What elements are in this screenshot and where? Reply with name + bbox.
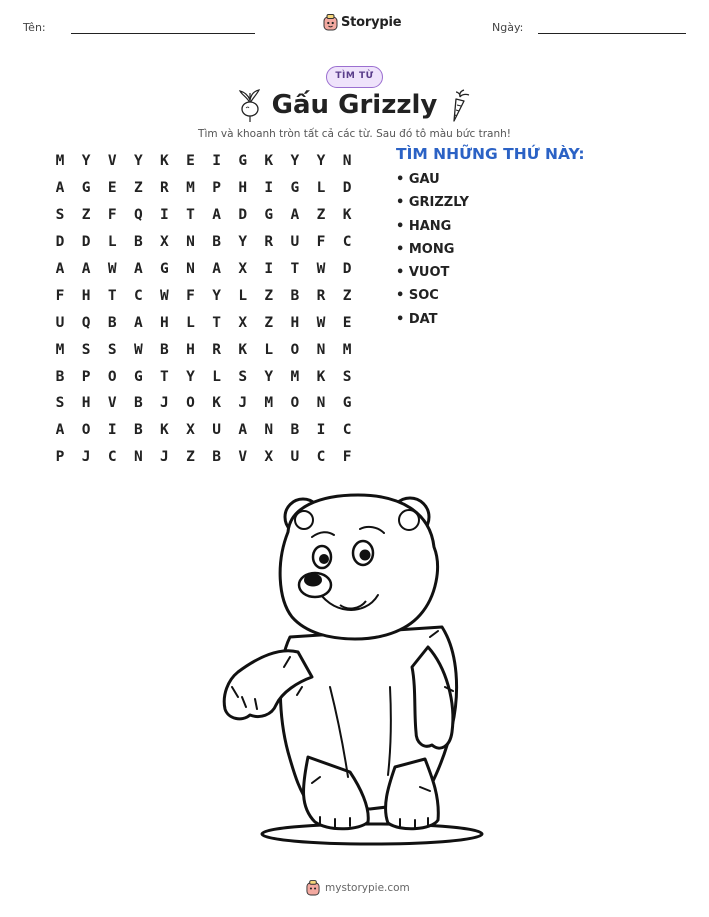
storypie-logo-icon: [323, 14, 338, 31]
grid-row: [47, 336, 360, 363]
grid-letter[interactable]: W: [133, 341, 143, 358]
grid-letter[interactable]: Y: [238, 234, 248, 251]
grid-letter[interactable]: T: [290, 261, 300, 277]
grid-row: [47, 363, 360, 390]
grid-letter[interactable]: X: [186, 422, 195, 439]
grid-letter[interactable]: Z: [186, 449, 195, 466]
grid-letter[interactable]: L: [316, 180, 326, 197]
grid-letter[interactable]: G: [342, 395, 352, 412]
grid-letter[interactable]: L: [264, 341, 274, 358]
grid-letter[interactable]: U: [55, 314, 65, 331]
grid-letter[interactable]: N: [133, 449, 143, 466]
grid-letter[interactable]: Y: [264, 368, 274, 385]
grid-row: [47, 229, 360, 256]
grid-letter[interactable]: Z: [342, 287, 352, 304]
grid-letter[interactable]: I: [212, 153, 221, 170]
grid-letter[interactable]: X: [160, 234, 169, 251]
grid-letter[interactable]: L: [107, 234, 117, 251]
grid-letter[interactable]: H: [238, 180, 248, 197]
grid-letter[interactable]: I: [107, 422, 117, 439]
grid-letter[interactable]: C: [342, 422, 352, 439]
grid-letter[interactable]: U: [290, 449, 300, 466]
grid-letter[interactable]: Z: [133, 180, 143, 197]
grid-letter[interactable]: F: [107, 207, 117, 224]
grid-letter[interactable]: N: [342, 153, 352, 170]
worksheet-type-badge: TÌM TỪ: [326, 66, 383, 88]
grid-letter[interactable]: H: [290, 314, 300, 331]
grid-letter[interactable]: B: [55, 368, 65, 385]
grid-letter[interactable]: V: [107, 153, 117, 170]
grid-letter[interactable]: D: [55, 234, 65, 251]
word-list: [396, 171, 469, 334]
grid-letter[interactable]: P: [81, 368, 91, 385]
footer-url[interactable]: mystorypie.com: [325, 882, 410, 894]
grid-row: [47, 309, 360, 336]
grid-letter[interactable]: D: [238, 207, 248, 224]
grid-letter[interactable]: T: [107, 287, 117, 304]
grid-letter[interactable]: W: [160, 287, 169, 304]
grid-letter[interactable]: T: [212, 314, 221, 331]
grid-letter[interactable]: G: [238, 153, 248, 170]
grid-letter[interactable]: G: [160, 261, 169, 277]
grid-letter[interactable]: P: [212, 180, 221, 197]
grid-letter[interactable]: Z: [81, 207, 91, 224]
grid-letter[interactable]: P: [55, 449, 65, 466]
grid-letter[interactable]: F: [55, 287, 65, 304]
grid-letter[interactable]: K: [316, 368, 326, 385]
grid-letter[interactable]: O: [81, 422, 91, 439]
word-item: • SOC: [396, 288, 439, 304]
grid-letter[interactable]: S: [342, 368, 352, 385]
grid-letter[interactable]: M: [264, 395, 274, 412]
grid-letter[interactable]: J: [160, 395, 169, 412]
grid-letter[interactable]: R: [212, 341, 221, 358]
grid-letter[interactable]: M: [55, 153, 65, 170]
grid-letter[interactable]: X: [238, 314, 248, 331]
bear-illustration: [220, 487, 490, 852]
grid-letter[interactable]: A: [133, 314, 143, 331]
grid-letter[interactable]: T: [160, 368, 169, 385]
grid-letter[interactable]: E: [107, 180, 117, 197]
grid-letter[interactable]: N: [264, 422, 274, 439]
grid-letter[interactable]: F: [186, 287, 195, 304]
grid-letter[interactable]: J: [238, 395, 248, 412]
grid-letter[interactable]: A: [133, 261, 143, 277]
grid-letter[interactable]: F: [316, 234, 326, 251]
grid-letter[interactable]: L: [212, 368, 221, 385]
grid-letter[interactable]: X: [238, 261, 248, 277]
grid-letter[interactable]: M: [342, 341, 352, 358]
brand-logo: [323, 14, 401, 31]
grid-letter[interactable]: L: [186, 314, 195, 331]
grid-letter[interactable]: G: [133, 368, 143, 385]
word-item: • HANG: [396, 218, 452, 234]
footer-brand: [306, 880, 410, 896]
grid-letter[interactable]: C: [342, 234, 352, 251]
grid-letter[interactable]: R: [160, 180, 169, 197]
grid-letter[interactable]: S: [55, 395, 65, 412]
grid-letter[interactable]: Q: [133, 207, 143, 224]
grid-letter[interactable]: I: [160, 207, 169, 224]
grid-letter[interactable]: Y: [290, 153, 300, 170]
grid-letter[interactable]: B: [107, 314, 117, 331]
word-item: • GAU: [396, 172, 440, 187]
grid-letter[interactable]: E: [186, 153, 195, 170]
grid-letter[interactable]: Q: [81, 314, 91, 331]
grid-row: [47, 175, 360, 202]
grid-letter[interactable]: B: [133, 395, 143, 412]
grid-letter[interactable]: R: [316, 287, 326, 304]
grid-letter[interactable]: C: [133, 287, 143, 304]
page-title: Gấu Grizzly: [271, 90, 438, 120]
grid-letter[interactable]: Z: [316, 207, 326, 224]
grid-letter[interactable]: O: [290, 341, 300, 358]
grid-row: [47, 202, 360, 229]
grid-letter[interactable]: A: [238, 422, 248, 439]
grid-letter[interactable]: V: [238, 449, 248, 466]
grid-letter[interactable]: A: [55, 422, 65, 439]
grid-row: [47, 256, 360, 283]
grid-row: [47, 444, 360, 471]
word-list-title: TÌM NHỮNG THỨ NÀY:: [396, 145, 585, 163]
word-search-grid: [47, 148, 360, 471]
grid-letter[interactable]: M: [290, 368, 300, 385]
grid-letter[interactable]: B: [160, 341, 169, 358]
grid-letter[interactable]: U: [212, 422, 221, 439]
grid-letter[interactable]: H: [81, 395, 91, 412]
grid-letter[interactable]: H: [81, 287, 91, 304]
grid-letter[interactable]: G: [290, 180, 300, 197]
grid-letter[interactable]: S: [81, 341, 91, 358]
grid-letter[interactable]: V: [107, 395, 117, 412]
date-label: Ngày:: [492, 21, 524, 34]
grid-letter[interactable]: I: [264, 261, 274, 277]
grid-letter[interactable]: W: [316, 314, 326, 331]
grid-letter[interactable]: Y: [133, 153, 143, 170]
grid-letter[interactable]: B: [133, 422, 143, 439]
grid-letter[interactable]: A: [55, 180, 65, 197]
grid-letter[interactable]: J: [160, 449, 169, 466]
grid-letter[interactable]: F: [342, 449, 352, 466]
grid-letter[interactable]: H: [186, 341, 195, 358]
grid-letter[interactable]: B: [290, 287, 300, 304]
grid-letter[interactable]: S: [238, 368, 248, 385]
grid-letter[interactable]: B: [290, 422, 300, 439]
word-item: • MONG: [396, 241, 455, 257]
grid-letter[interactable]: M: [55, 341, 65, 358]
grid-letter[interactable]: N: [186, 261, 195, 277]
grid-letter[interactable]: K: [160, 422, 169, 439]
grid-letter[interactable]: S: [55, 207, 65, 224]
grid-letter[interactable]: D: [342, 261, 352, 277]
grid-letter[interactable]: H: [160, 314, 169, 331]
grid-letter[interactable]: K: [342, 207, 352, 224]
date-line[interactable]: [538, 33, 686, 34]
grid-letter[interactable]: M: [186, 180, 195, 197]
grid-letter[interactable]: B: [212, 449, 221, 466]
grid-letter[interactable]: K: [160, 153, 169, 170]
grid-letter[interactable]: K: [212, 395, 221, 412]
word-item: • DAT: [396, 311, 438, 327]
grid-letter[interactable]: G: [81, 180, 91, 197]
grid-letter[interactable]: W: [316, 261, 326, 277]
grid-letter[interactable]: I: [316, 422, 326, 439]
grid-row: [47, 282, 360, 309]
grid-letter[interactable]: Y: [186, 368, 195, 385]
grid-letter[interactable]: U: [290, 234, 300, 251]
grid-letter[interactable]: N: [316, 395, 326, 412]
grid-row: [47, 148, 360, 175]
grid-letter[interactable]: N: [316, 341, 326, 358]
word-item: • VUOT: [396, 265, 450, 281]
grid-letter[interactable]: A: [55, 261, 65, 277]
grid-letter[interactable]: L: [238, 287, 248, 304]
grid-letter[interactable]: A: [81, 261, 91, 277]
grid-letter[interactable]: Y: [316, 153, 326, 170]
carrot-icon: [446, 89, 472, 123]
grid-letter[interactable]: B: [212, 234, 221, 251]
grid-row: [47, 390, 360, 417]
name-line[interactable]: [71, 33, 255, 34]
grid-letter[interactable]: B: [133, 234, 143, 251]
storypie-logo-icon: [306, 880, 320, 896]
grid-letter[interactable]: R: [264, 234, 274, 251]
grid-letter[interactable]: A: [212, 207, 221, 224]
instructions: Tìm và khoanh tròn tất cả các từ. Sau đó tô màu bức tranh!: [198, 128, 511, 140]
grid-letter[interactable]: Z: [264, 314, 274, 331]
grid-letter[interactable]: T: [186, 207, 195, 224]
grid-letter[interactable]: A: [290, 207, 300, 224]
grid-letter[interactable]: D: [81, 234, 91, 251]
word-item: • GRIZZLY: [396, 195, 469, 211]
brand-name: Storypie: [341, 15, 402, 30]
grid-letter[interactable]: N: [186, 234, 195, 251]
grid-letter[interactable]: W: [107, 261, 117, 277]
grid-letter[interactable]: D: [342, 180, 352, 197]
grid-letter[interactable]: K: [238, 341, 248, 358]
grid-row: [47, 417, 360, 444]
grid-letter[interactable]: E: [342, 314, 352, 331]
grid-letter[interactable]: S: [107, 341, 117, 358]
grid-letter[interactable]: G: [264, 207, 274, 224]
grid-letter[interactable]: A: [212, 261, 221, 277]
grid-letter[interactable]: I: [264, 180, 274, 197]
grid-letter[interactable]: Y: [212, 287, 221, 304]
grid-letter[interactable]: C: [107, 449, 117, 466]
grid-letter[interactable]: X: [264, 449, 274, 466]
name-label: Tên:: [23, 21, 46, 34]
grid-letter[interactable]: Y: [81, 153, 91, 170]
grid-letter[interactable]: O: [186, 395, 195, 412]
grid-letter[interactable]: Z: [264, 287, 274, 304]
grid-letter[interactable]: C: [316, 449, 326, 466]
grid-letter[interactable]: O: [107, 368, 117, 385]
grid-letter[interactable]: O: [290, 395, 300, 412]
grid-letter[interactable]: J: [81, 449, 91, 466]
grid-letter[interactable]: K: [264, 153, 274, 170]
